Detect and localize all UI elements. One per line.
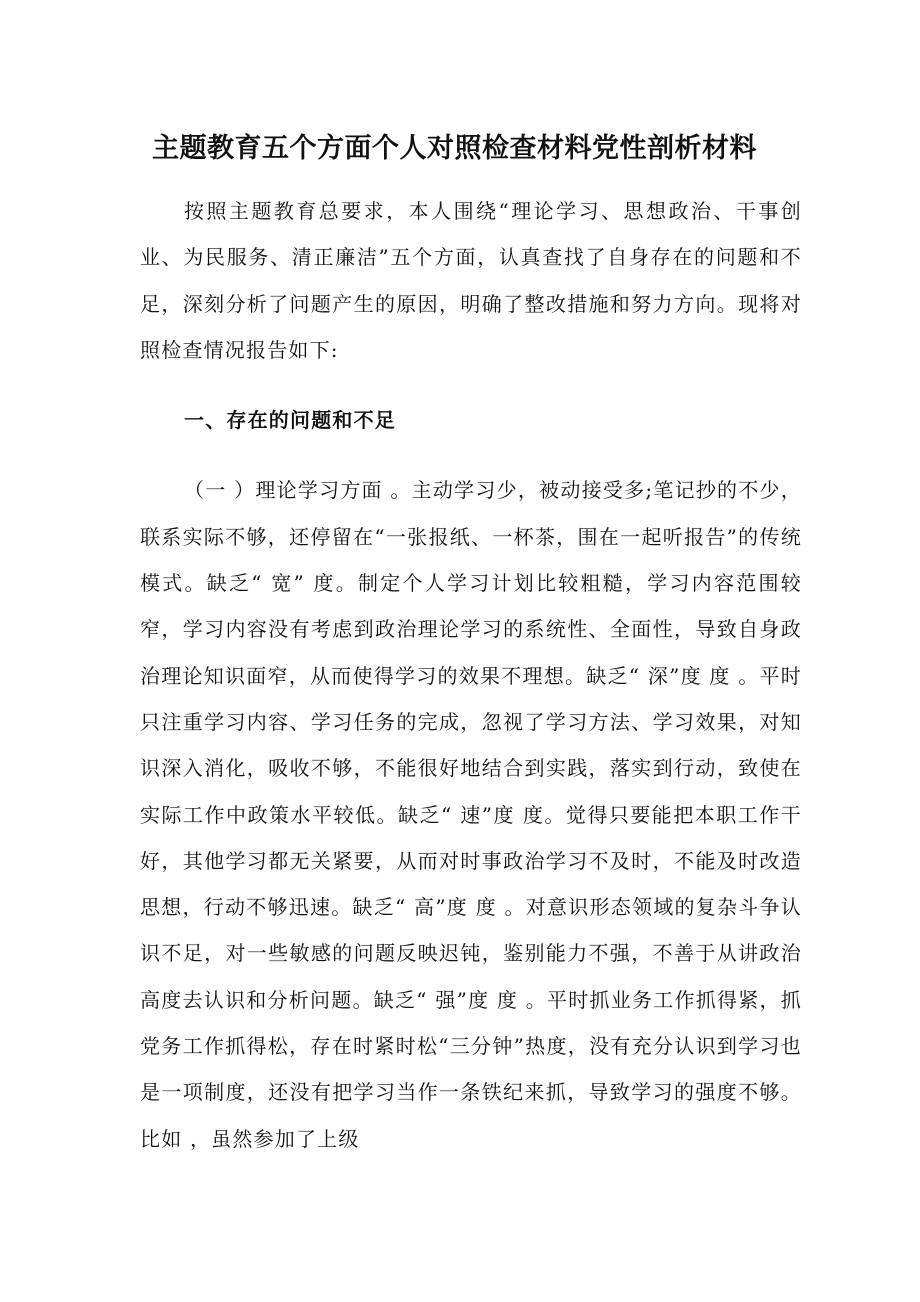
document-title: 主题教育五个方面个人对照检查材料党性剖析材料 <box>152 133 757 164</box>
document-body <box>140 188 802 1162</box>
intro-paragraph: 按照主题教育总要求，本人围绕“理论学习、思想政治、干事创业、为民服务、清正廉洁”五个方面，认真查找了自身存在的问题和不足，深刻分析了问题产生的原因，明确了整改措施和努力方向。现将对照检查情况报告如下: <box>140 199 802 362</box>
section-heading: 一、存在的问题和不足 <box>184 408 396 433</box>
section-paragraph: （一 ）理论学习方面 。主动学习少，被动接受多;笔记抄的不少，联系实际不够，还停留在“一张报纸、一杯茶，围在一起听报告”的传统模式。缺乏“ 宽” 度。制定个人学习计划比较粗糙，学习内容范围较窄，学习内容没有考虑到政治理论学习的系统性、全面性，导致自身政治理论知识面窄，从而使得学习的效果不理想。缺乏“ 深”度 度 。平时只注重学习内容、学习任务的完成，忽视了学习方法、学习效果，对知识深入消化，吸收不够，不能很好地结合到实践，落实到行动，致使在实际工作中政策水平较低。缺乏“ 速”度 度。觉得只要能把本职工作干好，其他学习都无关紧要，从而对时事政治学习不及时，不能及时改造思想，行动不够迅速。缺乏“ 高”度 度 。对意识形态领域的复杂斗争认识不足，对一些敏感的问题反映迟钝，鉴别能力不强，不善于从讲政治高度去认识和分析问题。缺乏“ 强”度 度 。平时抓业务工作抓得紧，抓党务工作抓得松，存在时紧时松“三分钟”热度，没有充分认识到学习也是一项制度，还没有把学习当作一条铁纪来抓，导致学习的强度不够。比如 ，虽然参加了上级 <box>140 478 802 1151</box>
